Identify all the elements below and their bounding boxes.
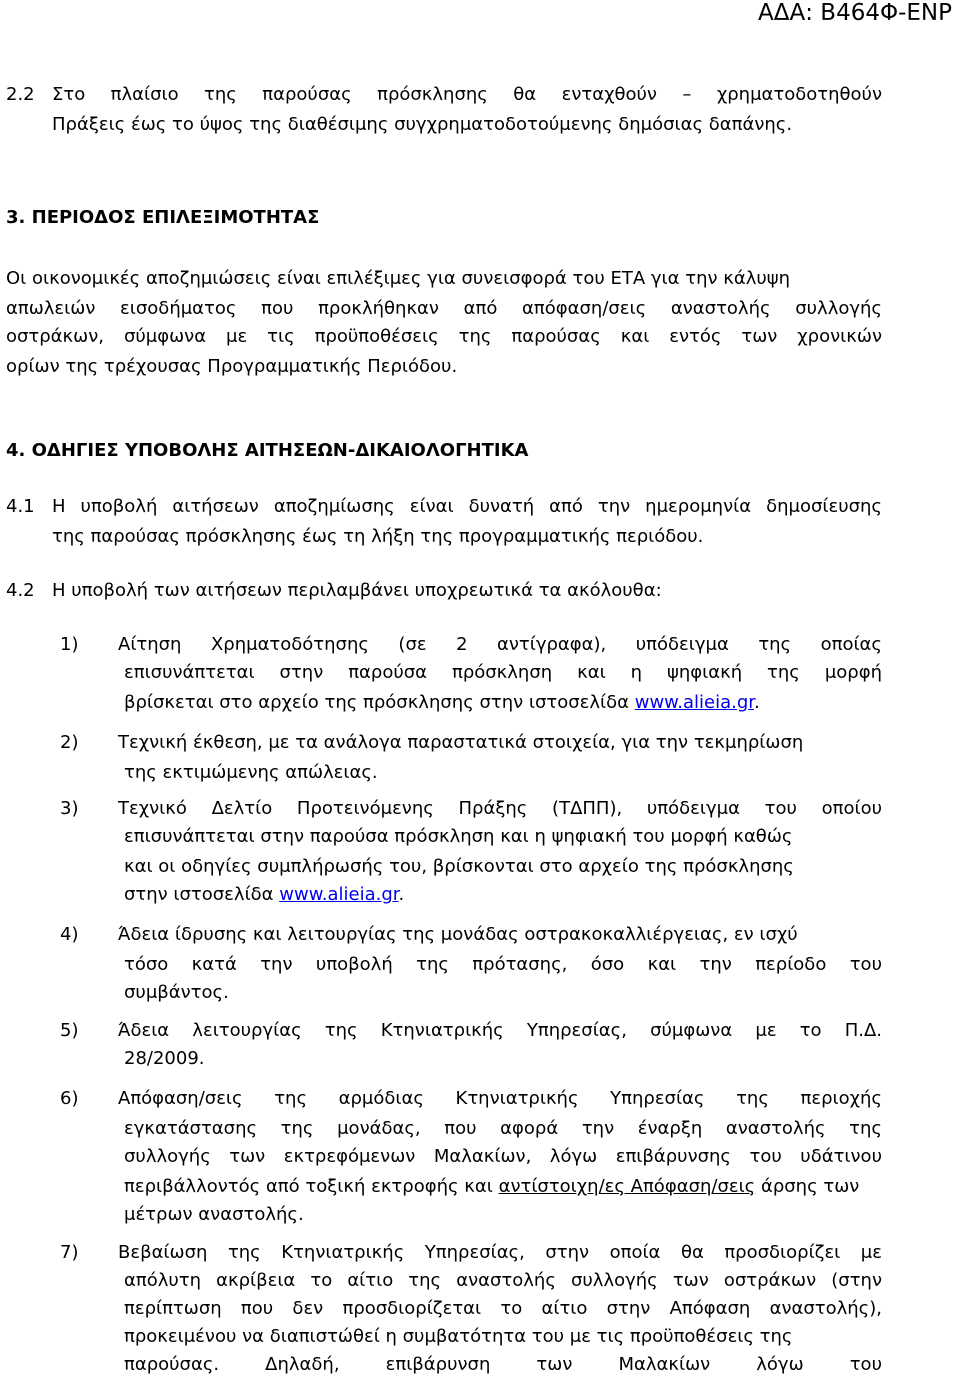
list-item-7-line-3: περίπτωση που δεν προσδιορίζεται το αίτιο στην Απόφαση αναστολής),	[124, 1298, 882, 1319]
list-item-3-line-1: Τεχνικό Δελτίο Προτεινόμενης Πράξης (ΤΔΠΠ), υπόδειγμα του οποίου	[118, 798, 882, 819]
list-item-3-line-2: επισυνάπτεται στην παρούσα πρόσκληση και η ψηφιακή του μορφή καθώς	[124, 826, 793, 847]
section-3-title: 3. ΠΕΡΙΟΔΟΣ ΕΠΙΛΕΞΙΜΟΤΗΤΑΣ	[6, 207, 320, 228]
para-4-2-number: 4.2	[6, 580, 35, 601]
list-item-2-number: 2)	[60, 732, 79, 753]
list-item-5-line-1: Άδεια λειτουργίας της Κτηνιατρικής Υπηρεσίας, σύμφωνα με το Π.Δ.	[118, 1020, 882, 1041]
list-item-3-number: 3)	[60, 798, 79, 819]
section-3-line-1: Οι οικονομικές αποζημιώσεις είναι επιλέξιμες για συνεισφορά του ΕΤΑ για την κάλυψη	[6, 268, 791, 289]
list-item-4-line-3: συμβάντος.	[124, 982, 229, 1003]
list-item-6-number: 6)	[60, 1088, 79, 1109]
list-item-7-line-1: Βεβαίωση της Κτηνιατρικής Υπηρεσίας, στην οποία θα προσδιορίζει με	[118, 1242, 882, 1263]
list-item-6-line-4: περιβάλλοντός από τοξική εκτροφής και αντίστοιχη/ες Απόφαση/σεις άρσης των	[124, 1176, 860, 1197]
ada-code: ΑΔΑ: Β464Φ-ΕΝΡ	[758, 0, 952, 26]
list-item-4-number: 4)	[60, 924, 79, 945]
section-3-line-3: οστράκων, σύμφωνα με τις προϋποθέσεις της παρούσας και εντός των χρονικών	[6, 326, 882, 347]
section-2-2-line-2: Πράξεις έως το ύψος της διαθέσιμης συγχρηματοδοτούμενης δημόσιας δαπάνης.	[52, 114, 793, 135]
para-4-1-line-2: της παρούσας πρόσκλησης έως τη λήξη της προγραμματικής περιόδου.	[52, 526, 704, 547]
list-item-5-number: 5)	[60, 1020, 79, 1041]
para-4-1-line-1: Η υποβολή αιτήσεων αποζημίωσης είναι δυνατή από την ημερομηνία δημοσίευσης	[52, 496, 882, 517]
list-item-7-line-4: προκειμένου να διαπιστώθεί η συμβατότητα του με τις προϋποθέσεις της	[124, 1326, 793, 1347]
list-item-3-line-3: και οι οδηγίες συμπλήρωσής του, βρίσκονται στο αρχείο της πρόσκλησης	[124, 856, 794, 877]
list-item-6-line-1: Απόφαση/σεις της αρμόδιας Κτηνιατρικής Υπηρεσίας της περιοχής	[118, 1088, 882, 1109]
section-2-2-number: 2.2	[6, 84, 35, 105]
list-item-4-line-2: τόσο κατά την υποβολή της πρότασης, όσο και την περίοδο του	[124, 954, 882, 975]
para-4-2-line-1: Η υποβολή των αιτήσεων περιλαμβάνει υποχρεωτικά τα ακόλουθα:	[52, 580, 662, 601]
list-item-7-line-2: απόλυτη ακρίβεια το αίτιο της αναστολής συλλογής των οστράκων (στην	[124, 1270, 882, 1291]
para-4-1-number: 4.1	[6, 496, 35, 517]
list-item-6-line-5: μέτρων αναστολής.	[124, 1204, 304, 1225]
alieia-link-2[interactable]: www.alieia.gr	[279, 884, 399, 905]
section-3-line-2: απωλειών εισοδήματος που προκλήθηκαν από απόφαση/σεις αναστολής συλλογής	[6, 298, 882, 319]
list-item-1-line-1: Αίτηση Χρηματοδότησης (σε 2 αντίγραφα), υπόδειγμα της οποίας	[118, 634, 882, 655]
list-item-6-line-3: συλλογής των εκτρεφόμενων Μαλακίων, λόγω επιβάρυνσης του υδάτινου	[124, 1146, 882, 1167]
list-item-3-line-4: στην ιστοσελίδα www.alieia.gr.	[124, 884, 405, 905]
section-4-title: 4. ΟΔΗΓΙΕΣ ΥΠΟΒΟΛΗΣ ΑΙΤΗΣΕΩΝ-ΔΙΚΑΙΟΛΟΓΗΤΙΚΑ	[6, 440, 529, 461]
list-item-5-line-2: 28/2009.	[124, 1048, 205, 1069]
alieia-link-1[interactable]: www.alieia.gr	[634, 692, 755, 713]
list-item-2-line-1: Τεχνική έκθεση, με τα ανάλογα παραστατικά στοιχεία, για την τεκμηρίωση	[118, 732, 804, 753]
list-item-6-line-2: εγκατάστασης της μονάδας, που αφορά την έναρξη αναστολής της	[124, 1118, 882, 1139]
list-item-7-line-5: παρούσας. Δηλαδή, επιβάρυνση των Μαλακίων λόγω του	[124, 1354, 882, 1375]
list-item-1-line-2: επισυνάπτεται στην παρούσα πρόσκληση και η ψηφιακή της μορφή	[124, 662, 882, 683]
list-item-1-line-3: βρίσκεται στο αρχείο της πρόσκλησης στην ιστοσελίδα www.alieia.gr.	[124, 692, 760, 713]
section-2-2-line-1: Στο πλαίσιο της παρούσας πρόσκλησης θα ενταχθούν – χρηματοδοτηθούν	[52, 84, 882, 105]
list-item-4-line-1: Άδεια ίδρυσης και λειτουργίας της μονάδας οστρακοκαλλιέργειας, εν ισχύ	[118, 924, 798, 945]
section-3-line-4: ορίων της τρέχουσας Προγραμματικής Περιόδου.	[6, 356, 458, 377]
list-item-2-line-2: της εκτιμώμενης απώλειας.	[124, 762, 378, 783]
decision-underlined-text: αντίστοιχη/ες Απόφαση/σεις	[498, 1176, 756, 1197]
list-item-1-number: 1)	[60, 634, 79, 655]
list-item-7-number: 7)	[60, 1242, 79, 1263]
